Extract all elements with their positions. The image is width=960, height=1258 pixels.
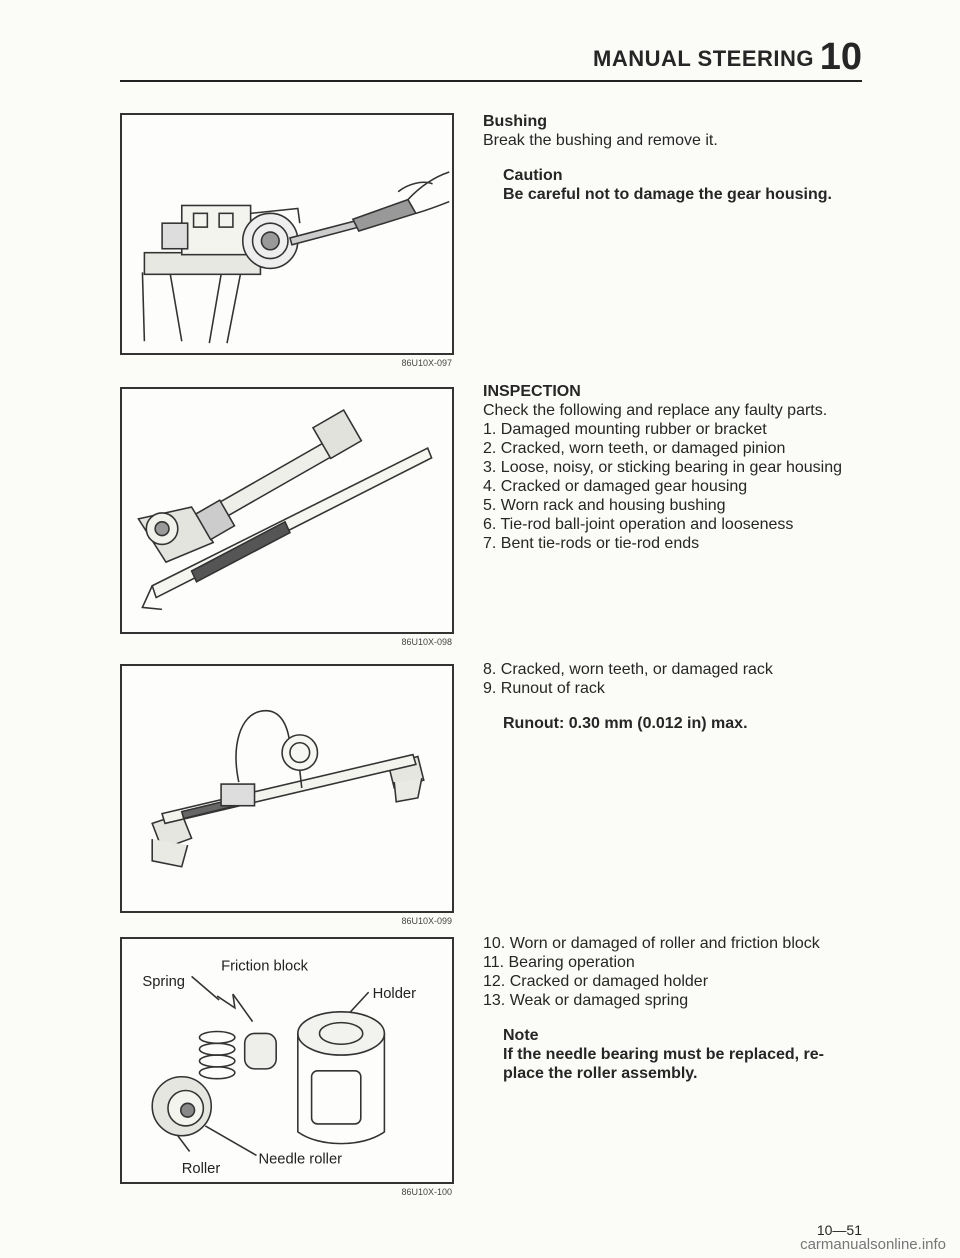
list-item: 6. Tie-rod ball-joint operation and looseness — [483, 516, 794, 533]
header-title: MANUAL STEERING — [593, 46, 814, 71]
label-spring: Spring — [142, 974, 186, 991]
figure-code: 86U10X-099 — [401, 916, 452, 926]
runout-spec: Runout: 0.30 mm (0.012 in) max. — [503, 715, 748, 732]
label-friction-block: Friction block — [221, 958, 308, 975]
inspection-title: INSPECTION — [483, 383, 581, 400]
label-roller: Roller — [181, 1161, 221, 1178]
page-number: 10—51 — [816, 1222, 862, 1238]
roller-assembly-illustration — [122, 939, 452, 1182]
list-item: 8. Cracked, worn teeth, or damaged rack — [483, 661, 773, 678]
figure-roller-assembly — [120, 937, 454, 1197]
runout-measurement-illustration — [122, 666, 452, 911]
figure-runout-measurement — [120, 664, 454, 926]
list-item: 5. Worn rack and housing bushing — [483, 497, 726, 514]
list-item: 2. Cracked, worn teeth, or damaged pinion — [483, 440, 786, 457]
bushing-title: Bushing — [483, 113, 547, 130]
list-item: 4. Cracked or damaged gear housing — [483, 478, 748, 495]
note-text-line-2: place the roller assembly. — [503, 1065, 698, 1082]
rack-section — [483, 660, 883, 733]
label-needle-roller: Needle roller — [258, 1151, 343, 1168]
inspection-section — [483, 382, 883, 553]
list-item: 1. Damaged mounting rubber or bracket — [483, 421, 767, 438]
list-item: 7. Bent tie-rods or tie-rod ends — [483, 535, 700, 552]
roller-section — [483, 934, 883, 1083]
watermark: carmanualsonline.info — [800, 1236, 946, 1253]
list-item: 3. Loose, noisy, or sticking bearing in gear housing — [483, 459, 843, 476]
bushing-section — [483, 112, 883, 204]
note-text-line-1: If the needle bearing must be replaced, re- — [503, 1046, 824, 1063]
list-item: 9. Runout of rack — [483, 680, 605, 697]
caution-text: Be careful not to damage the gear housing. — [503, 186, 832, 203]
inspection-intro: Check the following and replace any faulty parts. — [483, 402, 828, 419]
caution-title: Caution — [503, 167, 563, 184]
figure-code: 86U10X-100 — [401, 1187, 452, 1197]
list-item: 10. Worn or damaged of roller and friction block — [483, 935, 820, 952]
label-holder: Holder — [372, 986, 417, 1003]
friction-leader — [217, 994, 252, 1022]
figure-bushing-removal — [120, 113, 454, 368]
list-item: 11. Bearing operation — [483, 954, 635, 971]
page-header — [120, 36, 862, 82]
list-item: 12. Cracked or damaged holder — [483, 973, 709, 990]
bushing-removal-illustration — [122, 115, 452, 353]
note-title: Note — [503, 1027, 539, 1044]
chapter-number: 10 — [819, 36, 862, 78]
figure-code: 86U10X-097 — [401, 358, 452, 368]
list-item: 13. Weak or damaged spring — [483, 992, 689, 1009]
bushing-body: Break the bushing and remove it. — [483, 132, 718, 149]
steering-rack-illustration — [122, 389, 452, 632]
figure-code: 86U10X-098 — [401, 637, 452, 647]
figure-steering-rack — [120, 387, 454, 647]
